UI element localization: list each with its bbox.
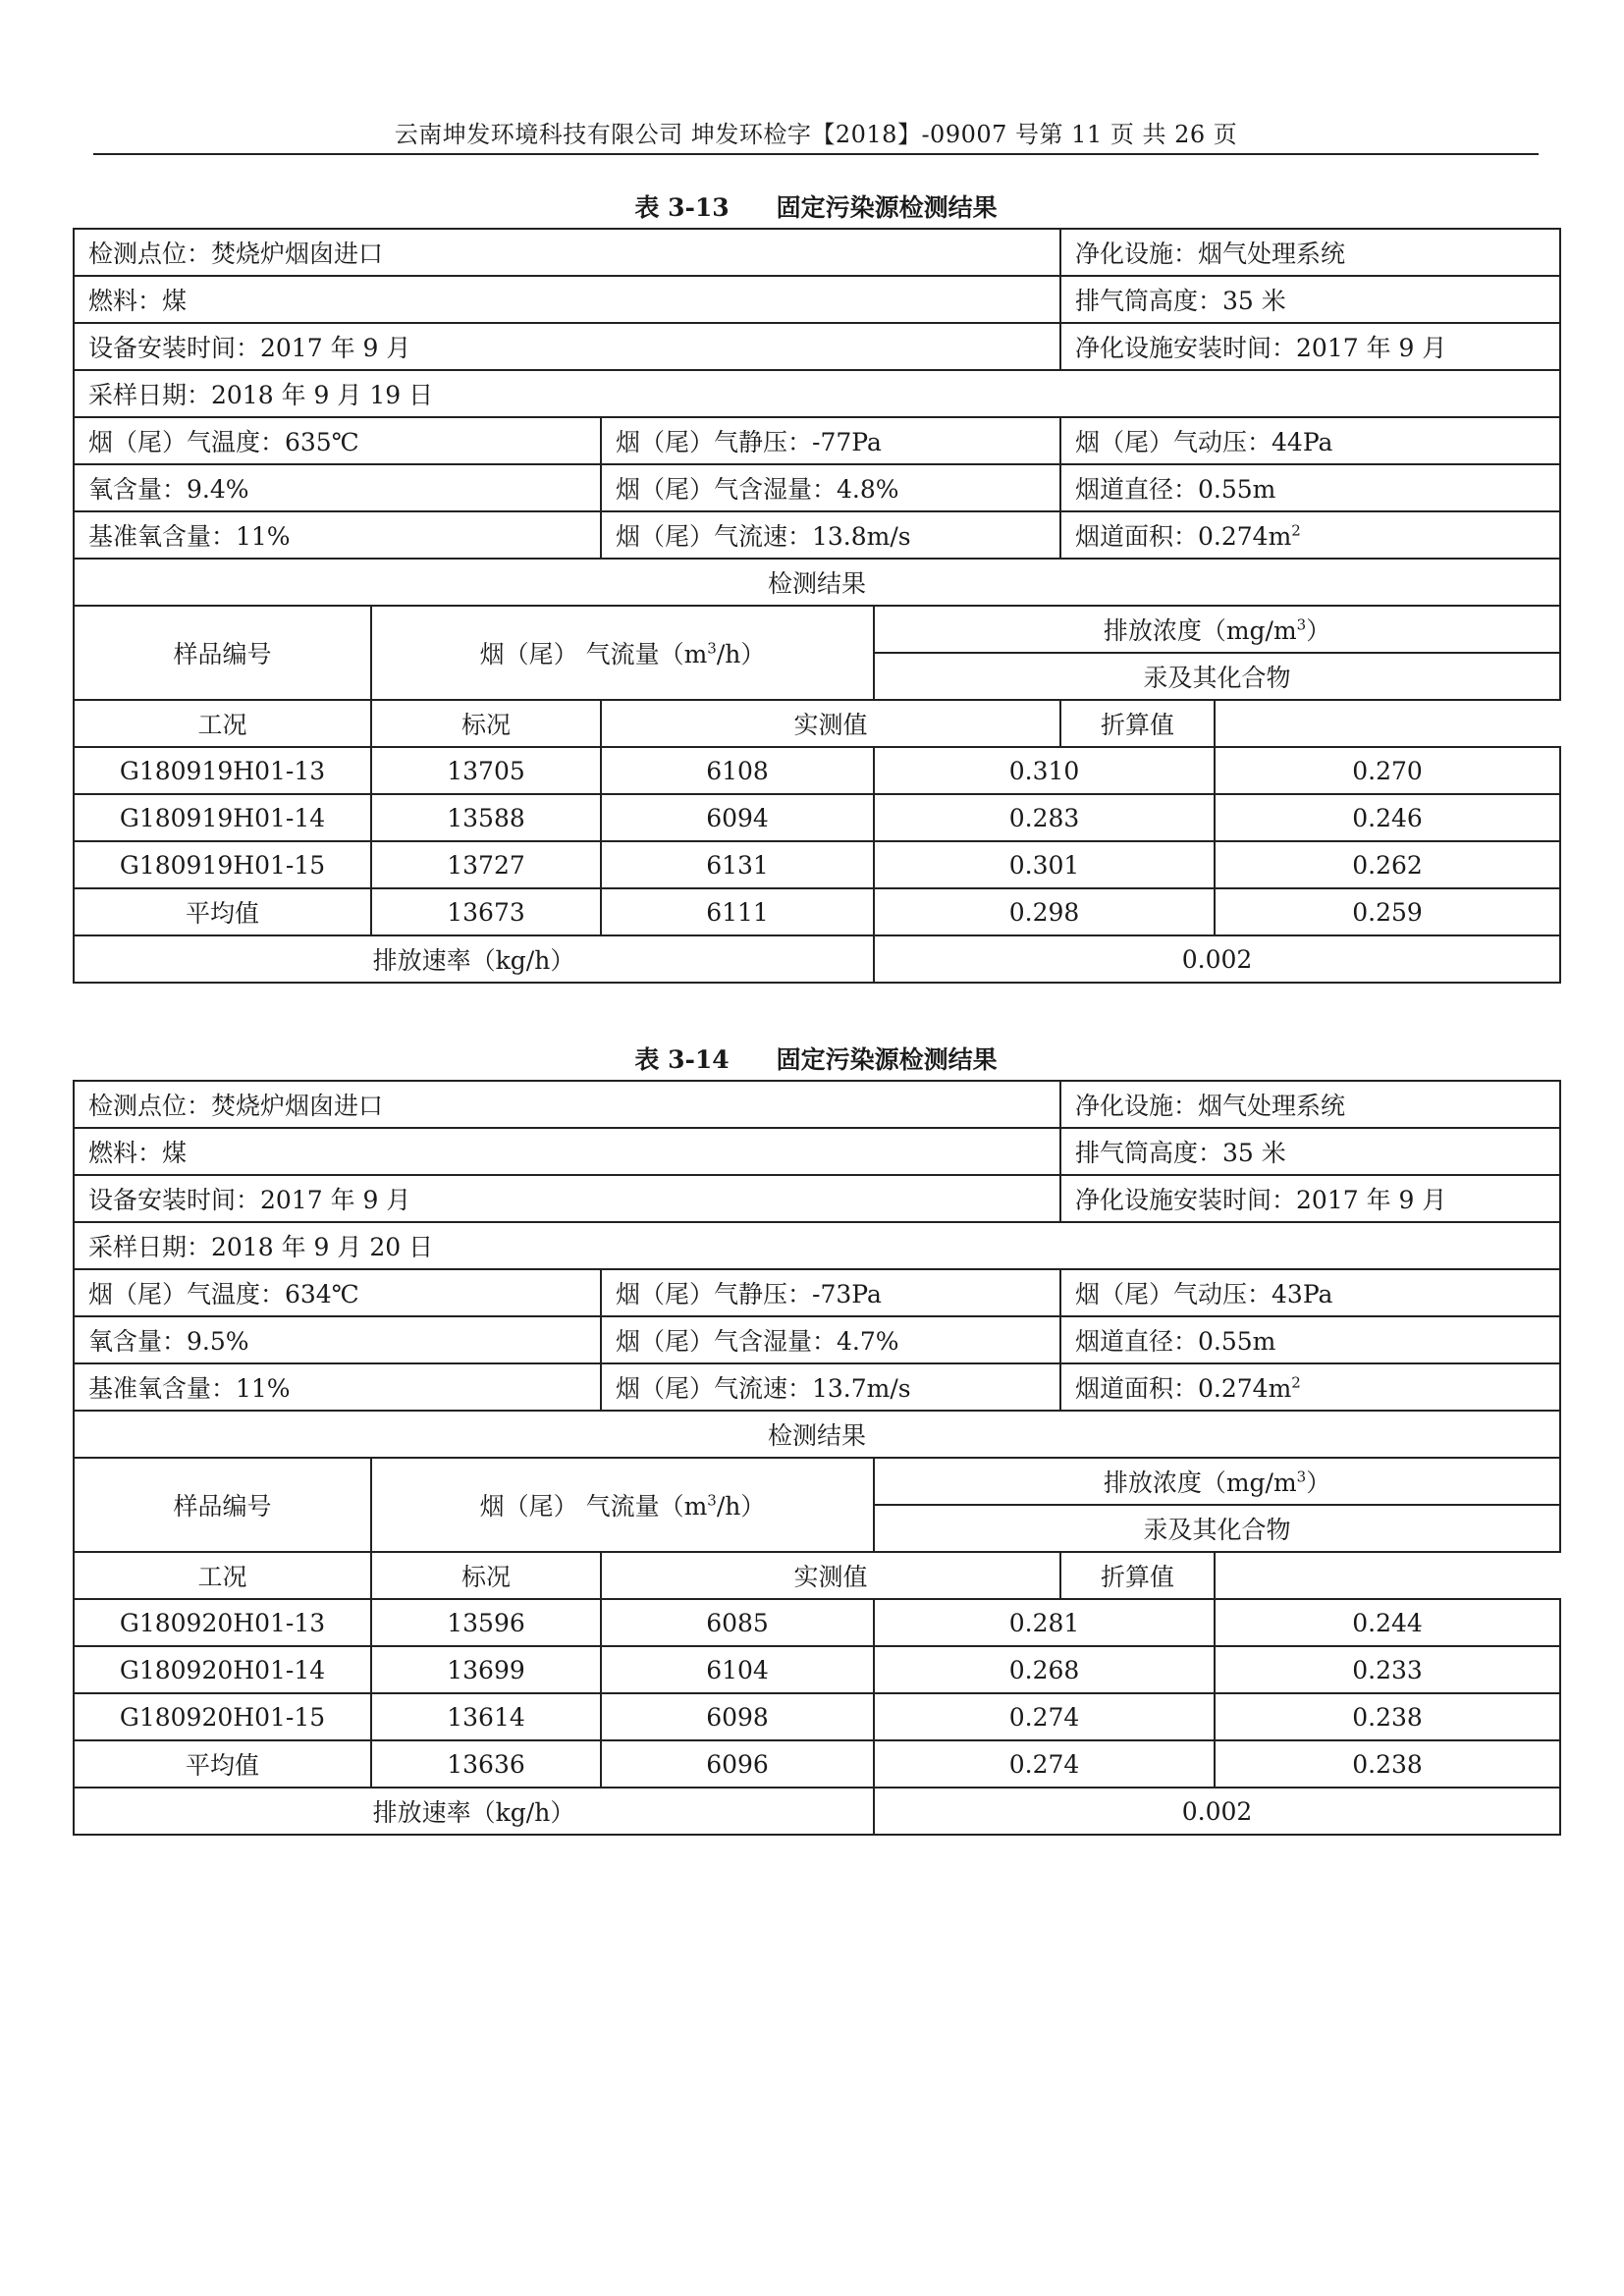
sampling-date-cell: 采样日期：2018 年 9 月 19 日 [74,370,1560,417]
working-flow: 13588 [371,794,601,841]
sample-id-header: 样品编号 [74,1458,371,1552]
header-divider [93,153,1539,155]
pollutant-header: 汞及其化合物 [874,1505,1560,1552]
emission-rate-value: 0.002 [874,935,1560,983]
stack-height-cell: 排气筒高度：35 米 [1060,1128,1560,1175]
conc-exponent: 3 [1296,615,1307,634]
area-cell [1060,511,1560,559]
conc-label: 排放浓度（mg/m [1103,1468,1297,1497]
area-cell [1060,1363,1560,1411]
concentration-header [874,1458,1560,1505]
standard-flow: 6085 [601,1599,874,1646]
install-time-cell: 设备安装时间：2017 年 9 月 [74,323,1060,370]
moisture-cell: 烟（尾）气含湿量：4.8% [601,464,1060,511]
flow-label: 烟（尾） 气流量（m [479,640,708,668]
measured-value: 0.298 [874,888,1215,935]
table-number: 表 3-14 [634,1045,730,1074]
static-pressure-cell: 烟（尾）气静压：-77Pa [601,417,1060,464]
area-label: 烟道面积：0.274m [1075,1374,1292,1403]
dynamic-pressure-cell: 烟（尾）气动压：44Pa [1060,417,1560,464]
purifier-install-cell: 净化设施安装时间：2017 年 9 月 [1060,323,1560,370]
area-exponent: 2 [1291,1373,1301,1392]
moisture-cell: 烟（尾）气含湿量：4.7% [601,1316,1060,1363]
working-header: 工况 [74,700,371,747]
standard-flow: 6111 [601,888,874,935]
working-flow: 13705 [371,747,601,794]
monitoring-table-3-13 [73,228,1561,984]
emission-rate-label: 排放速率（kg/h） [74,935,874,983]
measured-header: 实测值 [601,700,1060,747]
sample-id: G180920H01-13 [74,1599,371,1646]
install-time-cell: 设备安装时间：2017 年 9 月 [74,1175,1060,1222]
table-row [74,1646,1560,1693]
table-row [74,747,1560,794]
measured-value: 0.281 [874,1599,1215,1646]
purifier-cell: 净化设施：烟气处理系统 [1060,229,1560,276]
static-pressure-cell: 烟（尾）气静压：-73Pa [601,1269,1060,1316]
converted-value: 0.238 [1215,1740,1560,1788]
conc-label: 排放浓度（mg/m [1103,616,1297,645]
page-header: 云南坤发环境科技有限公司 坤发环检字【2018】-09007 号第 11 页 共 26 页 [394,121,1238,148]
flow-header [371,1458,874,1552]
converted-value: 0.259 [1215,888,1560,935]
sample-id: G180919H01-15 [74,841,371,888]
flow-header [371,606,874,700]
flow-exponent: 3 [707,1491,717,1510]
conc-exponent: 3 [1296,1468,1307,1486]
table-row-average [74,1740,1560,1788]
table-title [73,1041,1559,1080]
diameter-cell: 烟道直径：0.55m [1060,464,1560,511]
standard-header: 标况 [371,1552,601,1599]
sample-id: 平均值 [74,1740,371,1788]
measured-value: 0.268 [874,1646,1215,1693]
purifier-cell: 净化设施：烟气处理系统 [1060,1081,1560,1128]
converted-value: 0.233 [1215,1646,1560,1693]
standard-flow: 6108 [601,747,874,794]
standard-header: 标况 [371,700,601,747]
working-flow: 13727 [371,841,601,888]
converted-header: 折算值 [1060,700,1215,747]
measured-value: 0.283 [874,794,1215,841]
working-flow: 13596 [371,1599,601,1646]
results-heading: 检测结果 [74,1411,1560,1458]
converted-header: 折算值 [1060,1552,1215,1599]
location-cell: 检测点位：焚烧炉烟囱进口 [74,1081,1060,1128]
standard-flow: 6131 [601,841,874,888]
sample-id: G180919H01-14 [74,794,371,841]
emission-rate-value: 0.002 [874,1788,1560,1835]
emission-rate-label: 排放速率（kg/h） [74,1788,874,1835]
velocity-cell: 烟（尾）气流速：13.8m/s [601,511,1060,559]
ref-oxygen-cell: 基准氧含量：11% [74,1363,601,1411]
table-row-average [74,888,1560,935]
sample-id: G180920H01-14 [74,1646,371,1693]
working-flow: 13673 [371,888,601,935]
fuel-cell: 燃料：煤 [74,1128,1060,1175]
working-flow: 13699 [371,1646,601,1693]
table-row [74,841,1560,888]
standard-flow: 6096 [601,1740,874,1788]
concentration-header [874,606,1560,653]
converted-value: 0.262 [1215,841,1560,888]
pollutant-header: 汞及其化合物 [874,653,1560,700]
measured-value: 0.310 [874,747,1215,794]
table-row [74,1693,1560,1740]
flow-exponent: 3 [707,639,717,658]
results-heading: 检测结果 [74,559,1560,606]
measured-value: 0.301 [874,841,1215,888]
sample-id: G180919H01-13 [74,747,371,794]
temperature-cell: 烟（尾）气温度：634℃ [74,1269,601,1316]
stack-height-cell: 排气筒高度：35 米 [1060,276,1560,323]
conc-unit-end: ） [1306,616,1331,645]
standard-flow: 6104 [601,1646,874,1693]
sample-id-header: 样品编号 [74,606,371,700]
diameter-cell: 烟道直径：0.55m [1060,1316,1560,1363]
oxygen-cell: 氧含量：9.5% [74,1316,601,1363]
standard-flow: 6098 [601,1693,874,1740]
area-label: 烟道面积：0.274m [1075,522,1292,551]
converted-value: 0.270 [1215,747,1560,794]
working-header: 工况 [74,1552,371,1599]
converted-value: 0.238 [1215,1693,1560,1740]
dynamic-pressure-cell: 烟（尾）气动压：43Pa [1060,1269,1560,1316]
converted-value: 0.244 [1215,1599,1560,1646]
monitoring-table-3-14 [73,1080,1561,1836]
ref-oxygen-cell: 基准氧含量：11% [74,511,601,559]
oxygen-cell: 氧含量：9.4% [74,464,601,511]
velocity-cell: 烟（尾）气流速：13.7m/s [601,1363,1060,1411]
working-flow: 13636 [371,1740,601,1788]
sampling-date-cell: 采样日期：2018 年 9 月 20 日 [74,1222,1560,1269]
flow-unit-end: /h） [716,1492,766,1521]
sample-id: G180920H01-15 [74,1693,371,1740]
converted-value: 0.246 [1215,794,1560,841]
flow-unit-end: /h） [716,640,766,668]
temperature-cell: 烟（尾）气温度：635℃ [74,417,601,464]
table-caption: 固定污染源检测结果 [776,1045,998,1074]
table-row [74,794,1560,841]
fuel-cell: 燃料：煤 [74,276,1060,323]
table-title [73,188,1559,228]
working-flow: 13614 [371,1693,601,1740]
measured-value: 0.274 [874,1693,1215,1740]
conc-unit-end: ） [1306,1468,1331,1497]
area-exponent: 2 [1291,521,1301,540]
measured-header: 实测值 [601,1552,1060,1599]
sample-id: 平均值 [74,888,371,935]
table-caption: 固定污染源检测结果 [776,193,998,222]
flow-label: 烟（尾） 气流量（m [479,1492,708,1521]
table-number: 表 3-13 [634,193,730,222]
measured-value: 0.274 [874,1740,1215,1788]
standard-flow: 6094 [601,794,874,841]
location-cell: 检测点位：焚烧炉烟囱进口 [74,229,1060,276]
purifier-install-cell: 净化设施安装时间：2017 年 9 月 [1060,1175,1560,1222]
table-row [74,1599,1560,1646]
